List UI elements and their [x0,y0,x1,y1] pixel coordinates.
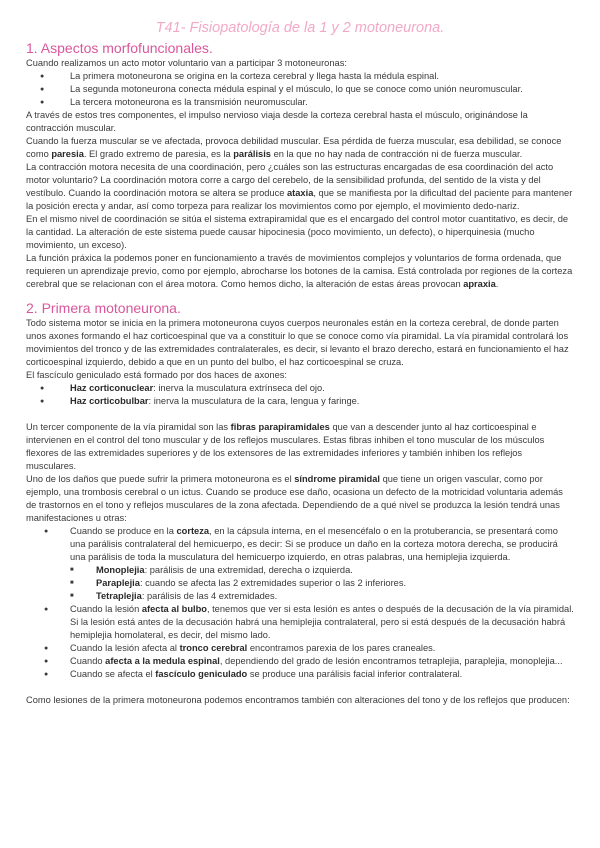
paragraph: La función práxica la podemos poner en funcionamiento a través de movimientos complejos y voluntarios de forma ordenada, que requieren un aprendizaje previo, como por ejemplo, abrocharse los botones de la camisa. Está controlada por regiones de la corteza cerebral que se relacionan con el área motora. Como hemos dicho, la alteración de estas áreas provocan apraxia. [26,253,573,289]
list-item: ■ Paraplejia: cuando se afecta las 2 extremidades superior o las 2 inferiores. [26,577,574,590]
paragraph: A través de estos tres componentes, el impulso nervioso viaja desde la corteza cerebral hasta el músculo, originándose la contracción muscular. [26,110,528,133]
list-item: ● La segunda motoneurona conecta médula espinal y el músculo, lo que se conoce como unión neuromuscular. [26,83,574,96]
paragraph: La contracción motora necesita de una coordinación, pero ¿cuáles son las estructuras encargadas de esa coordinación del acto motor voluntario? La coordinación motora corre a cargo del cerebelo, de la sensibilidad profunda, del sentido de la vista y del vestíbulo. Cuando la coordinación motora se altera se produce ataxia, que se manifiesta por la dificultad del paciente para mantener la posición erecta y andar, así como torpeza para realizar los movimientos como por ejemplo, el movimiento dedo-nariz. [26,162,573,211]
list-item: ● Haz corticonuclear: inerva la musculatura extrínseca del ojo. [26,382,574,395]
section-heading-primera-motoneurona: 2. Primera motoneurona. [26,300,181,316]
section-heading-aspectos: 1. Aspectos morfofuncionales. [26,40,213,56]
list-item: ● Cuando afecta a la medula espinal, dependiendo del grado de lesión encontramos tetraplejia, paraplejia, monoplejia... [26,655,574,668]
paragraph: Cuando realizamos un acto motor voluntario van a participar 3 motoneuronas: [26,58,347,68]
list-item: ● Cuando la lesión afecta al bulbo, tenemos que ver si esta lesión es antes o después de la decusación de la vía piramidal. Si la lesión está antes de la decusación habrá una hemiplejia contralateral, pero si está después de la decusación habrá hemiplejia homolateral, es decir, del mismo lado. [26,603,574,642]
paragraph: El fascículo geniculado está formado por dos haces de axones: [26,370,287,380]
list-item: ● Cuando la lesión afecta al tronco cerebral encontramos parexia de los pares craneales. [26,642,574,655]
document-title: T41- Fisiopatología de la 1 y 2 motoneurona. [155,20,445,36]
list-item: ● Cuando se produce en la corteza, en la cápsula interna, en el mesencéfalo o en la protuberancia, se presentará como una parálisis contralateral del hemicuerpo, es decir: Si se produce un daño en la corteza motora derecha, se producirá una parálisis de toda la musculatura del hemicuerpo izquierdo, en otras palabras, una hemiplejia izquierda. ■ Monoplejia: parálisis de una extremidad, derecha o izquierda. ■ Paraplejia: cuando se afecta las 2 extremidades superior o las 2 inferiores. ■ Tetraplejia: parálisis de las 4 extremidades. [26,525,574,603]
list-item: ● La tercera motoneurona es la transmisión neuromuscular. [26,96,574,109]
lesion-list [26,525,574,681]
paragraph: Todo sistema motor se inicia en la primera motoneurona cuyos cuerpos neuronales están en la corteza cerebral, de donde parten unos axones formando el haz corticoespinal que va a constituir lo que se conoce como vía piramidal. La vía piramidal controlará los movimientos del tronco y de las extremidades contralaterales, es decir, si levanto el brazo derecho, estará en funcionamiento el haz corticoespinal izquierdo, debido a que en un punto del bulbo, el haz corticoespinal se cruza. [26,318,569,367]
paragraph: Como lesiones de la primera motoneurona podemos encontramos también con alteraciones del tono y de los reflejos que producen: [26,695,570,705]
list-item: ● Haz corticobulbar: inerva la musculatura de la cara, lengua y faringe. [26,395,574,408]
paralysis-types-list [26,564,574,603]
list-item: ■ Tetraplejia: parálisis de las 4 extremidades. [26,590,574,603]
list-item: ■ Monoplejia: parálisis de una extremidad, derecha o izquierda. [26,564,574,577]
haces-list [26,382,574,408]
paragraph: En el mismo nivel de coordinación se sitúa el sistema extrapiramidal que es el encargado del control motor cuantitativo, es decir, de la cantidad. La alteración de este sistema puede causar hipocinesia (poco movimiento, un defecto), o hiperquinesia (mucho movimiento, un exceso). [26,214,569,250]
motoneuronas-list [26,70,574,109]
list-item: ● La primera motoneurona se origina en la corteza cerebral y llega hasta la médula espinal. [26,70,574,83]
paragraph: Uno de los daños que puede sufrir la primera motoneurona es el síndrome piramidal que tiene un origen vascular, como por ejemplo, una trombosis cerebral o un ictus. Cuando se produce ese daño, ocasiona un defecto de la motricidad voluntaria además de trastornos en el tono y reflejos musculares de la zona afectada. Dependiendo de a qué nivel se produzca la lesión tendrá unas manifestaciones u otras: [26,474,563,523]
paragraph: Un tercer componente de la vía piramidal son las fibras parapiramidales que van a descender junto al haz corticoespinal e intervienen en el control del tono muscular y de los reflejos musculares. Estas fibras inhiben el tono muscular de los músculos flexores de las extremidades superiores y de los extensores de las extremidades inferiores y también inhiben los reflejos musculares. [26,422,545,471]
list-item: ● Cuando se afecta el fascículo geniculado se produce una parálisis facial inferior contralateral. [26,668,574,681]
paragraph: Cuando la fuerza muscular se ve afectada, provoca debilidad muscular. Esa pérdida de fuerza muscular, esa debilidad, se conoce como paresia. El grado extremo de paresia, es la parálisis en la que no hay nada de contracción ni de fuerza muscular. [26,136,562,159]
